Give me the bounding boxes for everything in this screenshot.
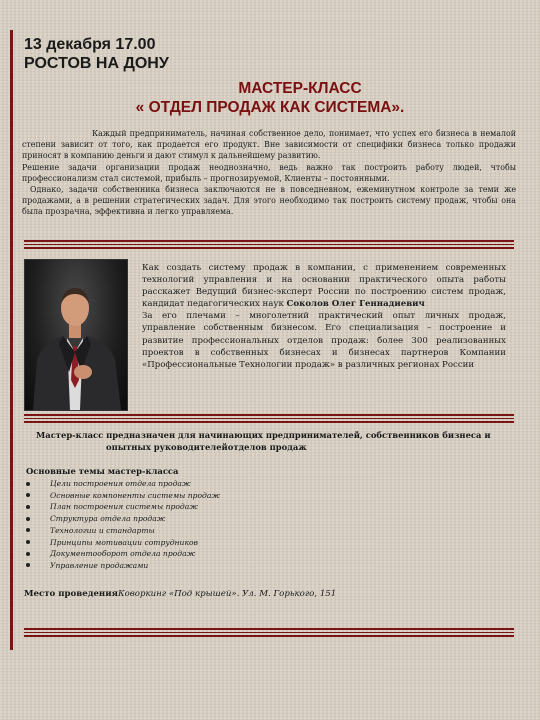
intro-paragraph-3: Однако, задачи собственника бизнеса заключаются не в повседневном, ежеминутном контроле за теми же продажами, а в решении стратегических задач. Для этого необходимо так построить систему продаж, чтобы она была прозрачна, эффективна и легко управляема.	[22, 185, 516, 217]
venue-address: Коворкинг «Под крышей». Ул. М. Горького, 151	[117, 589, 337, 599]
venue	[24, 589, 336, 599]
speaker-photo	[24, 259, 128, 411]
speaker-photo-illustration	[25, 260, 127, 410]
topic-item: Документооборот отдела продаж	[26, 548, 220, 560]
topic-item: Технологии и стандарты	[26, 525, 220, 537]
target-audience-line-2: опытных руководителейотделов продаж	[106, 441, 307, 452]
target-audience	[16, 430, 540, 454]
section-divider	[24, 414, 514, 425]
bullet-icon	[26, 540, 30, 544]
target-audience-line-1: Мастер-класс предназначен для начинающих предпринимателей, собственников бизнеса и	[36, 430, 491, 440]
bio-paragraph-2: За его плечами – многолетний практический опыт личных продаж, управление собственным бизнесом. Его специализация – построение и развитие профессиональных отделов продаж: более 300 реализованных проектов в собственных бизнесах и бизнесах партнеров Компании «Профессиональные Технологии продаж» в различных регионах России	[142, 311, 506, 370]
venue-label: Место проведения	[24, 589, 118, 599]
title-line-2: « ОТДЕЛ ПРОДАЖ КАК СИСТЕМА».	[135, 99, 405, 116]
topic-item: Структура отдела продаж	[26, 513, 220, 525]
topic-item: Управление продажами	[26, 560, 220, 572]
left-accent-line	[10, 30, 13, 650]
bullet-icon	[26, 563, 30, 567]
title-line-1: МАСТЕР-КЛАСС	[238, 80, 362, 97]
bullet-icon	[26, 552, 30, 556]
intro-text	[22, 128, 516, 218]
bio-intro-text: Как создать систему продаж в компании, с применением современных технологий управления и на основании практического опыта работы расскажет Ведущий бизнес-эксперт России по построению систем продаж, кандидат педагогических наук	[142, 263, 506, 310]
topic-item: Цели построения отдела продаж	[26, 478, 220, 490]
bullet-icon	[26, 493, 30, 497]
intro-paragraph-2: Решение задачи организации продаж неоднозначно, ведь важно так построить работу людей, чтобы профессионализм стал системой, прибыль – прогнозируемой, Клиенты – постоянными.	[22, 162, 516, 183]
topics-heading: Основные темы мастер-класса	[26, 466, 179, 476]
bio-paragraph-1	[142, 262, 506, 310]
bullet-icon	[26, 517, 30, 521]
bullet-icon	[26, 482, 30, 486]
topic-item: Принципы мотивации сотрудников	[26, 537, 220, 549]
event-date: 13 декабря 17.00	[24, 36, 156, 53]
speaker-name: Соколов Олег Геннадиевич	[286, 299, 425, 310]
topic-item: План построения системы продаж	[26, 501, 220, 513]
topics-list	[26, 478, 220, 572]
intro-paragraph-1: Каждый предприниматель, начиная собственное дело, понимает, что успех его бизнеса в немалой степени зависит от того, как продается его продукт. Вне зависимости от специфики бизнеса только продажи приносят в компанию деньги и дают стимул к дальнейшему развитию.	[22, 129, 516, 161]
event-city: РОСТОВ НА ДОНУ	[24, 55, 169, 72]
section-divider	[24, 240, 514, 251]
bullet-icon	[26, 505, 30, 509]
bullet-icon	[26, 528, 30, 532]
speaker-bio	[142, 262, 506, 371]
footer-divider	[24, 628, 514, 639]
topic-item: Основные компоненты системы продаж	[26, 490, 220, 502]
